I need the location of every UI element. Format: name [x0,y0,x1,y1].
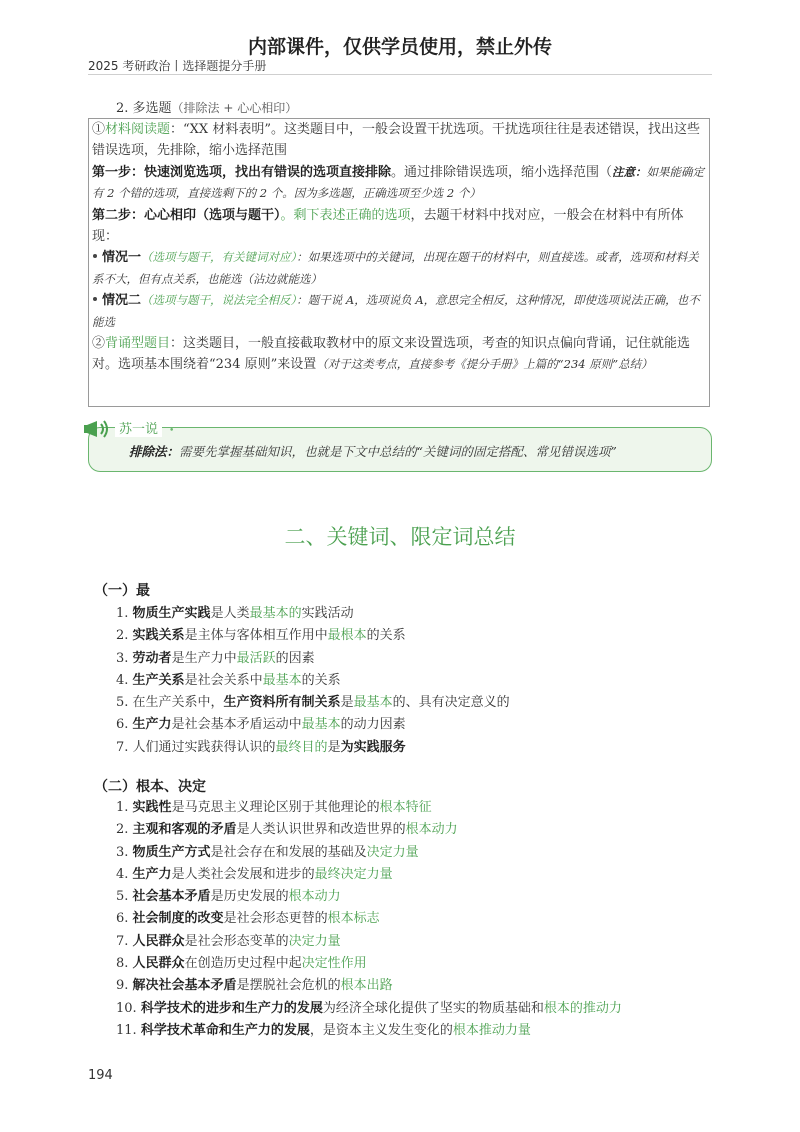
method-box [88,118,710,407]
subsection-2-title: （二）根本、决定 [94,779,206,795]
list-item-segment: 根本标志 [327,911,380,927]
tip-label: 苏一说 [115,418,162,437]
case-2-text: ：题干说 A，选项说负 A，意思完全相反，这种情况，即使选项说法正确，也不能选 [92,293,700,329]
list-item-segment: 是历史发展的 [210,889,289,905]
case-2-label: 情况二 [102,293,142,309]
list-item [116,842,622,864]
list-item-segment: 是生产力中 [171,650,237,666]
list-item-segment: 根本特征 [379,800,432,815]
tip-dots-decoration: • [169,426,176,436]
list-item-segment: 是社会关系中 [184,672,263,688]
header-divider [88,74,712,75]
list-item [116,797,622,819]
list-item-segment: 是人类 [210,606,250,621]
list-item-segment: 是马克思主义理论区别于其他理论的 [171,800,380,815]
list-item-segment: 7. [116,933,133,949]
list-item-segment: 的因素 [275,650,315,666]
list-item-segment: 实践关系 [132,628,185,644]
list-item-segment: 科学技术革命和生产力的发展 [140,1022,310,1038]
list-item-segment: 7. 人们通过实践获得认识的 [116,739,276,755]
list-item-segment: 4. [116,672,133,688]
section-title [116,97,297,116]
list-item-segment: 3. [116,844,133,860]
case-2 [92,290,706,333]
list-item-segment: 科学技术的进步和生产力的发展 [140,1000,323,1016]
case-1 [92,247,706,290]
list-item-segment: 5. [116,889,133,905]
list-item-segment: 人民群众 [132,956,185,972]
list-item-segment: 根本出路 [340,978,393,994]
step-2-heading: 第二步：心心相印（选项与题干） [92,207,281,223]
step-1-text: 。通过排除错误选项，缩小选择范围（ [391,164,613,180]
list-item-segment: 是 [327,739,341,755]
list-item [116,737,510,759]
list-item-segment: 4. [116,866,133,882]
term-material-reading: 材料阅读题 [105,122,171,137]
list-item-segment: 2. [116,822,133,838]
list-item-segment: 为实践服务 [340,739,406,755]
tip-bold: 排除法： [129,444,180,459]
list-item-segment: 2. [116,628,133,644]
list-item-segment: 物质生产实践 [132,606,211,621]
list-item-segment: 根本的推动力 [543,1000,622,1016]
list-item [116,714,510,736]
list-item-segment: 的关系 [366,628,406,644]
box-paragraph-1 [92,119,706,162]
page-number: 194 [88,1068,113,1083]
list-item-segment: 人民群众 [132,933,185,949]
case-1-text: ：如果选项中的关键词，出现在题干的材料中，则直接选。或者，选项和材料关系不大，但有点关系，也能选（沾边就能选） [92,250,699,286]
list-item-segment: 最基本的 [249,606,302,621]
list-item-segment: 11. [116,1022,141,1038]
list-item-segment: 9. [116,978,133,994]
step-2 [92,205,706,248]
subsection-1-title: （一）最 [94,583,150,599]
list-item-segment: 社会制度的改变 [132,911,224,927]
list-item-segment: 的动力因素 [340,717,406,733]
list-item-segment: 决定力量 [288,933,341,949]
list-item-segment: ，是资本主义发生变化的 [309,1022,453,1038]
p2-paren: （对于这类考点，直接参考《提分手册》上篇的“234 原则”总结） [316,357,653,372]
case-1-label: 情况一 [102,250,142,266]
list-item-segment: 是社会形态更替的 [223,911,328,927]
list-item-segment: 实践性 [132,800,172,815]
case-2-paren: （选项与题干，说法完全相反） [141,293,297,308]
list-item-segment: 决定性作用 [301,956,367,972]
list-item-segment: 最基本 [301,717,341,733]
list-item-segment: 为经济全球化提供了坚实的物质基础和 [322,1000,544,1016]
list-item [116,648,510,670]
circle-number-1: ① [92,122,106,137]
list-item [116,819,622,841]
list-item [116,886,622,908]
list-item-segment: 主观和客观的矛盾 [132,822,237,838]
list-item-segment: 生产力 [132,717,172,733]
circle-number-2: ② [92,336,106,352]
tip-text [129,442,617,460]
list-item-segment: 根本动力 [405,822,458,838]
subsection-1-list [116,603,510,759]
step-1-note: 如果能确定有 2 个错的选项，直接选剩下的 2 个。因为多选题，正确选项至少选 2 个） [92,164,705,201]
list-item [116,975,622,997]
list-item-segment: 最活跃 [236,650,276,666]
p1-text: ：“XX 材料表明”。这类题目中，一般会设置干扰选项。干扰选项往往是表述错误，找出这些错误选项，先排除，缩小选择范围 [92,122,700,159]
list-item [116,625,510,647]
step-2-green: 。剩下表述正确的选项 [280,207,411,223]
tip-box [88,422,712,472]
list-item-segment: 的、具有决定意义的 [392,695,510,711]
step-1-heading: 第一步：快速浏览选项，找出有错误的选项直接排除 [92,164,392,180]
list-item-segment: 实践活动 [301,606,354,621]
step-1 [92,162,706,205]
list-item [116,931,622,953]
list-item [116,864,622,886]
chapter-title: 二、关键词、限定词总结 [284,525,516,549]
step-1-note-label: 注意： [612,164,647,179]
section-title-text: 2. 多选题 [116,101,172,116]
list-item [116,908,622,930]
list-item-segment: 是社会形态变革的 [184,933,289,949]
list-item-segment: 物质生产方式 [132,844,211,860]
list-item-segment: 6. [116,911,133,927]
term-recitation: 背诵型题目 [105,336,171,352]
list-item-segment: 1. [116,800,133,815]
list-item [116,670,510,692]
list-item-segment: 生产关系 [132,672,185,688]
list-item-segment: 根本推动力量 [452,1022,531,1038]
list-item [116,1020,622,1042]
list-item-segment: 8. [116,956,133,972]
step-2-text: ，去题干材料中找对应，一般会在材料中有所体现： [92,207,684,245]
list-item-segment: 是人类社会发展和进步的 [171,866,315,882]
list-item-segment: 生产资料所有制关系 [223,695,341,711]
list-item [116,998,622,1020]
list-item-segment: 根本动力 [288,889,341,905]
list-item-segment: 最终决定力量 [314,866,393,882]
list-item-segment: 解决社会基本矛盾 [132,978,237,994]
header-notice: 内部课件，仅供学员使用，禁止外传 [247,36,552,58]
book-title: 2025 考研政治丨选择题提分手册 [88,59,267,73]
list-item-segment: 最根本 [327,628,367,644]
list-item [116,692,510,714]
list-item-segment: 社会基本矛盾 [132,889,211,905]
section-title-paren: （排除法 + 心心相印） [171,101,298,115]
list-item-segment: 是社会基本矛盾运动中 [171,717,302,733]
list-item-segment: 最基本 [353,695,393,711]
list-item-segment: 6. [116,717,133,733]
list-item-segment: 最终目的 [275,739,328,755]
tip-content: 需要先掌握基础知识，也就是下文中总结的“关键词的固定搭配、常见错误选项” [179,444,617,459]
list-item-segment: 的关系 [301,672,341,688]
list-item-segment: 是主体与客体相互作用中 [184,628,328,644]
list-item-segment: 是摆脱社会危机的 [236,978,341,994]
list-item-segment: 生产力 [132,866,172,882]
list-item-segment: 3. [116,650,133,666]
list-item-segment: 最基本 [262,672,302,688]
list-item-segment: 5. 在生产关系中， [116,695,224,711]
list-item-segment: 是 [340,695,354,711]
list-item-segment: 是人类认识世界和改造世界的 [236,822,406,838]
box-paragraph-2 [92,333,706,376]
subsection-2-list [116,797,622,1042]
list-item-segment: 劳动者 [132,650,172,666]
case-1-paren: （选项与题干，有关键词对应） [141,250,297,265]
bullet-icon [93,254,97,258]
list-item [116,953,622,975]
list-item-segment: 在创造历史过程中起 [184,956,302,972]
list-item-segment: 10. [116,1000,141,1016]
list-item-segment: 决定力量 [366,844,419,860]
p2-text: ：这类题目，一般直接截取教材中的原文来设置选项，考查的知识点偏向背诵，记住就能选对。选项基本围绕着“234 原则”来设置 [92,336,691,373]
list-item-segment: 1. [116,606,133,621]
list-item [116,603,510,625]
list-item-segment: 是社会存在和发展的基础及 [210,844,367,860]
bullet-icon [93,297,97,301]
megaphone-icon [81,412,115,446]
